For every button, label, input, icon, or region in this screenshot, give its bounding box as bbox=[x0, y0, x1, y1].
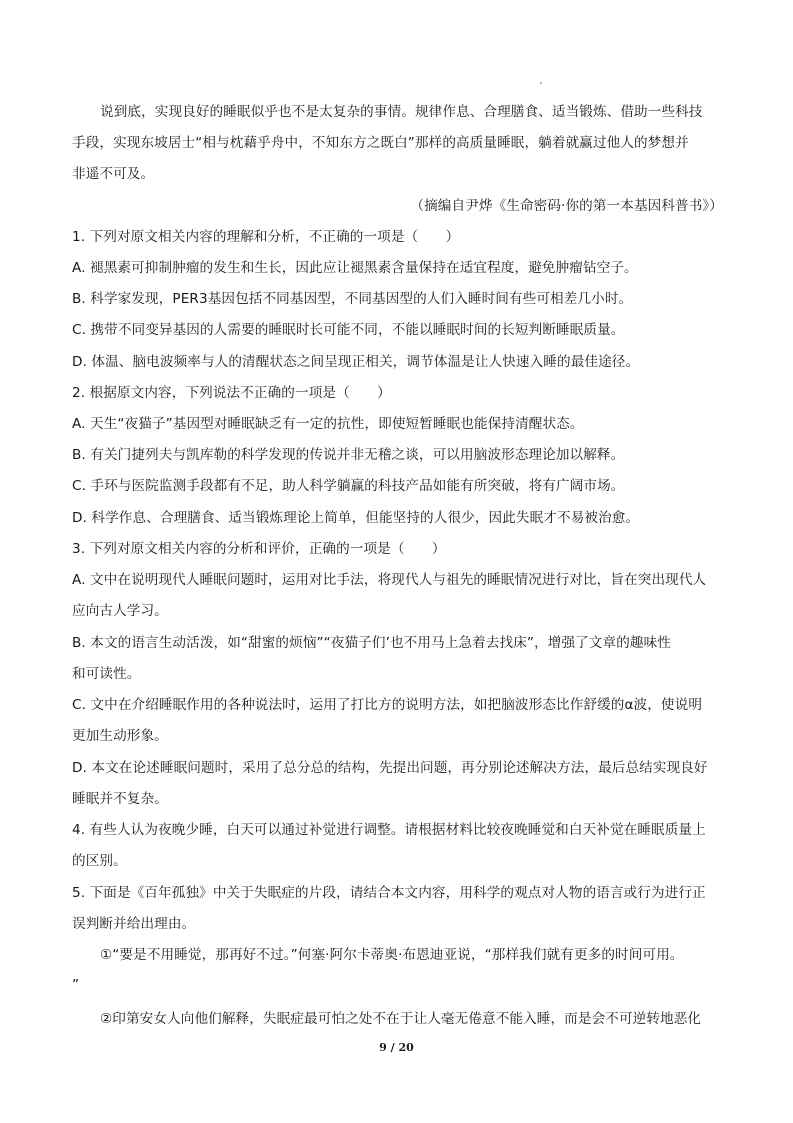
quote-1: ①“要是不用睡觉，那再好不过。”何塞·阿尔卡蒂奥·布恩迪亚说，“那样我们就有更多的时间可用。 bbox=[100, 947, 684, 963]
quote-2: ②印第安女人向他们解释，失眠症最可怕之处不在于让人毫无倦意不能入睡，而是会不可逆转地恶化 bbox=[100, 1011, 702, 1027]
question-2-option-a: A. 天生“夜猫子”基因型对睡眠缺乏有一定的抗性，即使短暂睡眠也能保持清醒状态。 bbox=[72, 416, 584, 432]
question-1-option-d: D. 体温、脑电波频率与人的清醒状态之间呈现正相关，调节体温是让人快速入睡的最佳途径。 bbox=[72, 354, 640, 370]
question-5-stem: 5. 下面是《百年孤独》中关于失眠症的片段，请结合本文内容，用科学的观点对人物的语言或行为进行正 bbox=[72, 885, 706, 901]
page-number: 9 / 20 bbox=[379, 1041, 414, 1054]
question-1-option-c: C. 携带不同变异基因的人需要的睡眠时长可能不同，不能以睡眠时间的长短判断睡眠质量。 bbox=[72, 322, 625, 338]
question-3-option-d-cont: 睡眠并不复杂。 bbox=[72, 791, 168, 807]
paragraph-line: 非遥不可及。 bbox=[72, 166, 155, 182]
source-citation: （摘编自尹烨《生命密码·你的第一本基因科普书》） bbox=[410, 198, 723, 214]
question-4-stem-cont: 的区别。 bbox=[72, 853, 127, 869]
paragraph-line: 手段，实现东坡居士“相与枕藉乎舟中，不知东方之既白”那样的高质量睡眠，躺着就赢过他人的梦想并 bbox=[72, 135, 689, 151]
question-3-option-d: D. 本文在论述睡眠问题时，采用了总分总的结构，先提出问题，再分别论述解决方法，最后总结实现良好 bbox=[72, 760, 708, 776]
scan-dot bbox=[540, 82, 542, 84]
question-3-option-a-cont: 应向古人学习。 bbox=[72, 603, 168, 619]
question-1-stem: 1. 下列对原文相关内容的理解和分析，不正确的一项是（ ） bbox=[72, 229, 460, 245]
question-4-stem: 4. 有些人认为夜晚少睡，白天可以通过补觉进行调整。请根据材料比较夜晚睡觉和白天补觉在睡眠质量上 bbox=[72, 822, 706, 838]
question-2-option-c: C. 手环与医院监测手段都有不足，助人科学躺赢的科技产品如能有所突破，将有广阔市场。 bbox=[72, 478, 625, 494]
question-2-option-d: D. 科学作息、合理膳食、适当锻炼理论上简单，但能坚持的人很少，因此失眠才不易被治愈。 bbox=[72, 510, 640, 526]
question-3-option-b: B. 本文的语言生动活泼，如“甜蜜的烦恼”“夜猫子们’也不用马上急着去找床”，增强了文章的趣味性 bbox=[72, 635, 672, 651]
question-3-stem: 3. 下列对原文相关内容的分析和评价，正确的一项是（ ） bbox=[72, 541, 446, 557]
question-3-option-c-cont: 更加生动形象。 bbox=[72, 728, 168, 744]
question-2-stem: 2. 根据原文内容，下列说法不正确的一项是（ ） bbox=[72, 385, 391, 401]
question-3-option-b-cont: 和可读性。 bbox=[72, 666, 141, 682]
question-5-stem-cont: 误判断并给出理由。 bbox=[72, 916, 196, 932]
quote-1-cont: ” bbox=[72, 977, 80, 993]
paragraph-line: 说到底，实现良好的睡眠似乎也不是太复杂的事情。规律作息、合理膳食、适当锻炼、借助一些科技 bbox=[100, 104, 703, 120]
question-1-option-b: B. 科学家发现，PER3基因包括不同基因型，不同基因型的人们入睡时间有些可相差几小时。 bbox=[72, 291, 633, 307]
question-3-option-c: C. 文中在介绍睡眠作用的各种说法时，运用了打比方的说明方法，如把脑波形态比作舒缓的α波，使说明 bbox=[72, 697, 703, 713]
question-2-option-b: B. 有关门捷列夫与凯库勒的科学发现的传说并非无稽之谈，可以用脑波形态理论加以解释。 bbox=[72, 447, 625, 463]
question-1-option-a: A. 褪黑素可抑制肿瘤的发生和生长，因此应让褪黑素含量保持在适宜程度，避免肿瘤钻空子。 bbox=[72, 260, 638, 276]
question-3-option-a: A. 文中在说明现代人睡眠问题时，运用对比手法，将现代人与祖先的睡眠情况进行对比，旨在突出现代人 bbox=[72, 572, 707, 588]
